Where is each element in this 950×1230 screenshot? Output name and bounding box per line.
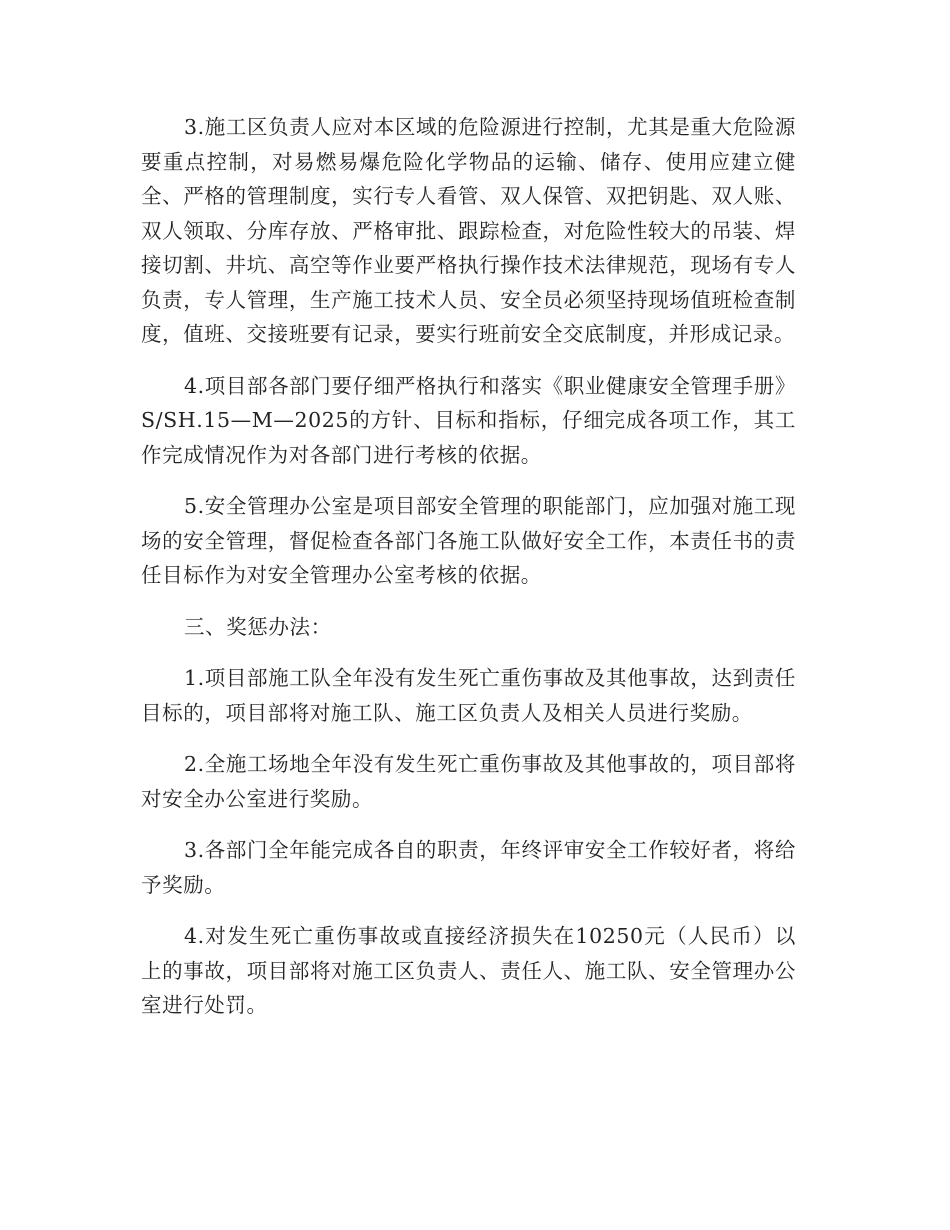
paragraph-reward-2: 2.全施工场地全年没有发生死亡重伤事故及其他事故的，项目部将对安全办公室进行奖励。: [141, 752, 796, 811]
paragraph-penalty-4: 4.对发生死亡重伤事故或直接经济损失在10250元（人民币）以上的事故，项目部将对施工区负责人、责任人、施工队、安全管理办公室进行处罚。: [141, 924, 796, 1017]
paragraph-item-5-safety-office: 5.安全管理办公室是项目部安全管理的职能部门，应加强对施工现场的安全管理，督促检查各部门各施工队做好安全工作，本责任书的责任目标作为对安全管理办公室考核的依据。: [141, 494, 796, 587]
section-heading-rewards-penalties: 三、奖惩办法：: [184, 614, 332, 639]
paragraph-reward-1: 1.项目部施工队全年没有发生死亡重伤事故及其他事故，达到责任目标的，项目部将对施工队、施工区负责人及相关人员进行奖励。: [141, 666, 796, 725]
paragraph-item-3-hazard-control: 3.施工区负责人应对本区域的危险源进行控制，尤其是重大危险源要重点控制，对易燃易爆危险化学物品的运输、储存、使用应建立健全、严格的管理制度，实行专人看管、双人保管、双把钥匙、双人账、双人领取、分库存放、严格审批、跟踪检查，对危险性较大的吊装、焊接切割、井坑、高空等作业要严格执行操作技术法律规范，现场有专人负责，专人管理，生产施工技术人员、安全员必须坚持现场值班检查制度，值班、交接班要有记录，要实行班前安全交底制度，并形成记录。: [141, 115, 796, 346]
paragraph-reward-3: 3.各部门全年能完成各自的职责，年终评审安全工作较好者，将给予奖励。: [141, 838, 796, 897]
paragraph-item-4-department-duties: 4.项目部各部门要仔细严格执行和落实《职业健康安全管理手册》S/SH.15—M—2025的方针、目标和指标，仔细完成各项工作，其工作完成情况作为对各部门进行考核的依据。: [141, 373, 796, 467]
document-body: [141, 110, 796, 1023]
